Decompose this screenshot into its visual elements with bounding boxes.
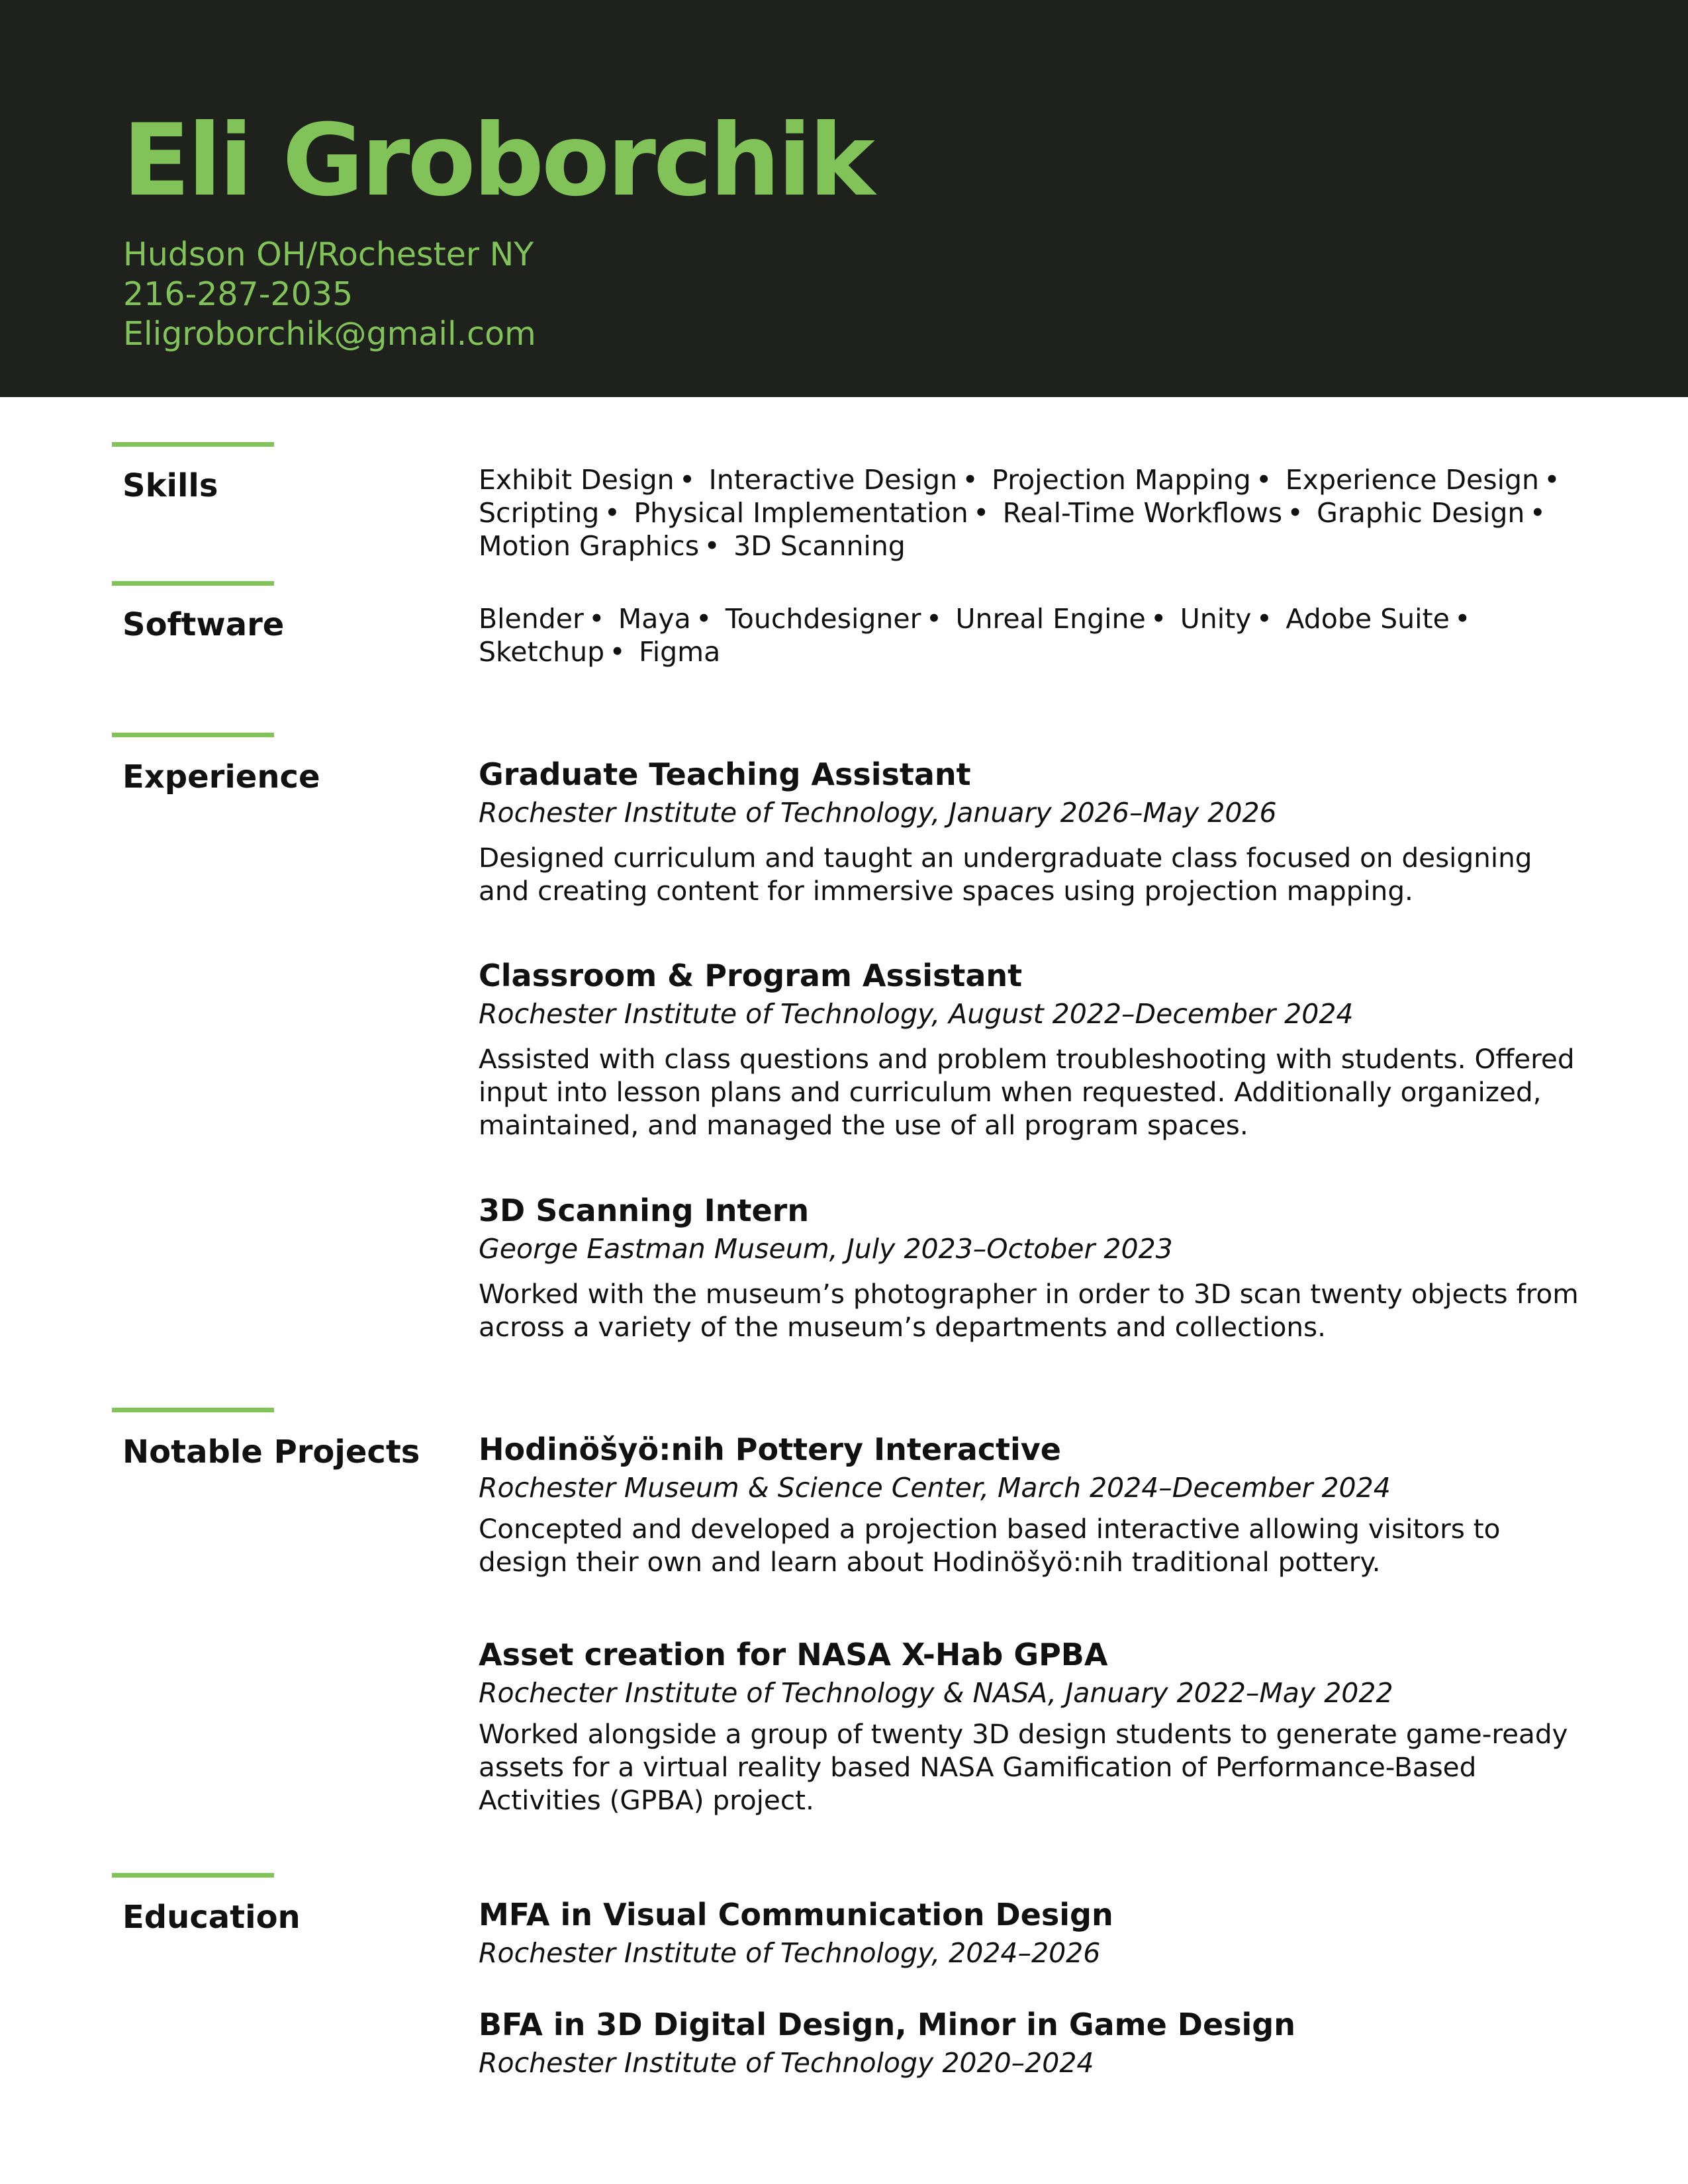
skills-heading: Skills xyxy=(122,467,218,504)
entry-description: Designed curriculum and taught an undergraduate class focused on designing and creating content for immersive spaces using projection mapping. xyxy=(479,842,1532,907)
skill-item: Experience Design xyxy=(1285,464,1540,496)
education-heading: Education xyxy=(122,1899,301,1936)
location: Hudson OH/Rochester NY xyxy=(123,236,534,273)
candidate-name: Eli Groborchik xyxy=(122,103,872,218)
entry-subtitle: Rochester Institute of Technology, August 2022–December 2024 xyxy=(479,998,1354,1030)
skill-item: Graphic Design xyxy=(1317,497,1525,529)
entry-subtitle: Rochester Institute of Technology 2020–2024 xyxy=(479,2047,1094,2079)
entry-description: Concepted and developed a projection based interactive allowing visitors to design their own and learn about Hodinöšyö:nih traditional pottery. xyxy=(479,1513,1501,1578)
section-rule xyxy=(112,1873,274,1878)
skill-item: 3D Scanning xyxy=(733,530,906,562)
skill-item: Scripting xyxy=(479,497,600,529)
education-entry xyxy=(479,2005,1591,2082)
education-entry xyxy=(479,1895,1591,1972)
skill-item: Real-Time Workflows xyxy=(1002,497,1283,529)
header-band xyxy=(0,0,1688,397)
entry-title: Classroom & Program Assistant xyxy=(479,958,1023,993)
skill-item: Exhibit Design xyxy=(479,464,675,496)
skill-item: Physical Implementation xyxy=(633,497,968,529)
entry-title: Asset creation for NASA X-Hab GPBA xyxy=(479,1637,1108,1672)
section-rule xyxy=(112,1408,274,1412)
entry-title: MFA in Visual Communication Design xyxy=(479,1897,1113,1933)
entry-title: 3D Scanning Intern xyxy=(479,1193,810,1228)
contact-info xyxy=(123,235,536,354)
software-item: Blender xyxy=(479,603,584,635)
phone: 216-287-2035 xyxy=(123,275,353,313)
entry-subtitle: Rochester Museum & Science Center, March 2024–December 2024 xyxy=(479,1472,1391,1504)
entry-description: Assisted with class questions and problem troubleshooting with students. Offered input into lesson plans and curriculum when requested. Additionally organized, maintained, and managed the use of all program spaces. xyxy=(479,1043,1575,1141)
experience-entry xyxy=(479,755,1591,907)
software-list: Blender • Maya • Touchdesigner • Unreal Engine • Unity • Adobe Suite • Sketchup • Figma xyxy=(479,603,1471,668)
software-item: Unity xyxy=(1180,603,1252,635)
software-heading: Software xyxy=(122,606,285,643)
entry-subtitle: Rochecter Institute of Technology & NASA, January 2022–May 2022 xyxy=(479,1677,1393,1709)
entry-title: Hodinöšyö:nih Pottery Interactive xyxy=(479,1432,1061,1467)
entry-subtitle: Rochester Institute of Technology, 2024–2026 xyxy=(479,1937,1101,1969)
entry-subtitle: Rochester Institute of Technology, January 2026–May 2026 xyxy=(479,797,1277,829)
experience-entry xyxy=(479,1191,1591,1343)
email: Eligroborchik@gmail.com xyxy=(123,315,536,353)
software-item: Adobe Suite xyxy=(1286,603,1450,635)
entry-description: Worked with the museum’s photographer in order to 3D scan twenty objects from across a variety of the museum’s departments and collections. xyxy=(479,1278,1579,1343)
software-item: Touchdesigner xyxy=(725,603,921,635)
software-item: Unreal Engine xyxy=(955,603,1146,635)
project-entry xyxy=(479,1635,1591,1817)
section-rule xyxy=(112,442,274,447)
entry-description: Worked alongside a group of twenty 3D design students to generate game-ready assets for a virtual reality based NASA Gamification of Performance-Based Activities (GPBA) project. xyxy=(479,1718,1568,1816)
section-rule xyxy=(112,581,274,586)
skills-list: Exhibit Design • Interactive Design • Projection Mapping • Experience Design • Scripting • Physical Implementation • Real-Time Workflows • Graphic Design • Motion Graphics • 3D Scanning xyxy=(479,464,1560,562)
entry-title: BFA in 3D Digital Design, Minor in Game Design xyxy=(479,2007,1295,2042)
entry-title: Graduate Teaching Assistant xyxy=(479,756,971,792)
software-item: Sketchup xyxy=(479,636,605,668)
skill-item: Interactive Design xyxy=(708,464,958,496)
skill-item: Motion Graphics xyxy=(479,530,700,562)
experience-heading: Experience xyxy=(122,758,320,796)
skill-item: Projection Mapping xyxy=(992,464,1251,496)
software-item: Maya xyxy=(618,603,691,635)
entry-subtitle: George Eastman Museum, July 2023–October 2023 xyxy=(479,1233,1173,1265)
software-item: Figma xyxy=(639,636,721,668)
section-rule xyxy=(112,733,274,737)
projects-heading: Notable Projects xyxy=(122,1433,420,1471)
project-entry xyxy=(479,1430,1591,1578)
experience-entry xyxy=(479,956,1591,1142)
